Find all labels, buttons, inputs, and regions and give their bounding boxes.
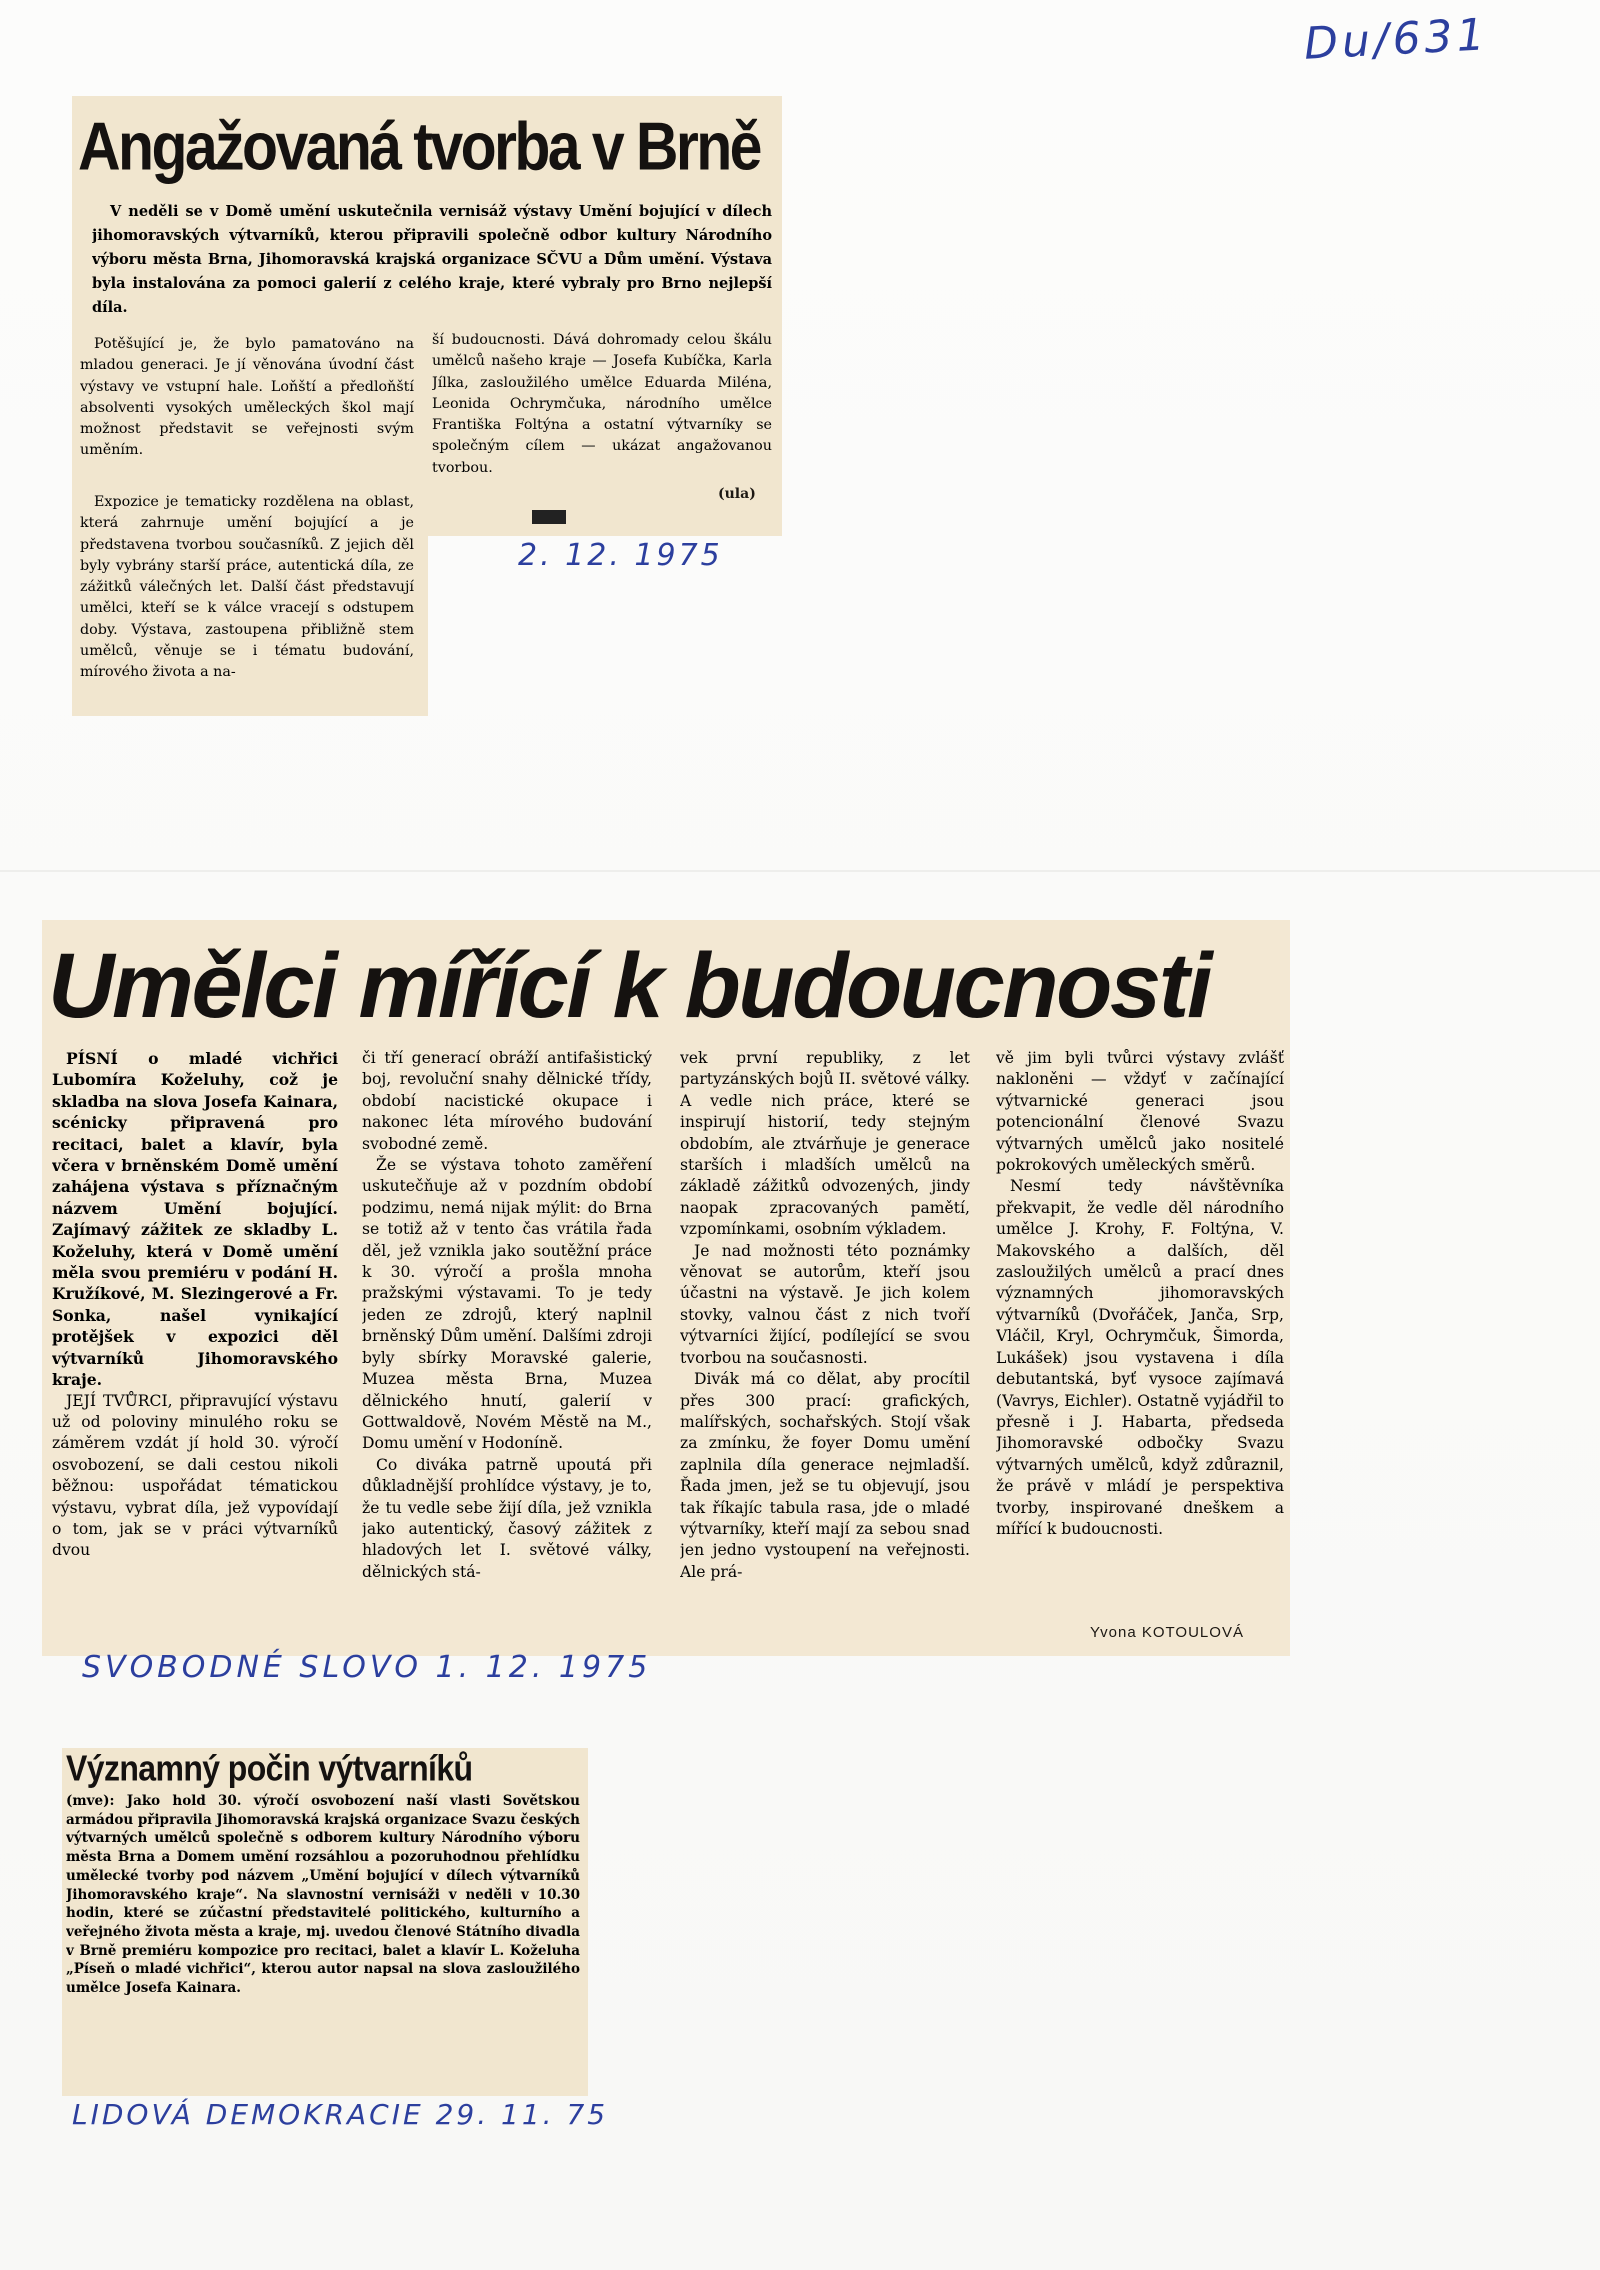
article2-handwritten-source: SVOBODNÉ SLOVO 1. 12. 1975 — [82, 1650, 652, 1685]
article2-col3-paragraph: vek první republiky, z let partyzánských bojů II. světové války. A vedle nich práce, které se inspirují historií, tedy stejným obdobím, ale ztvárňuje je generace starších i mladších umělců na základě zážitků odvozených, jindy naopak zpracovaných pamětí, vzpomínkami, osobním výkladem. — [680, 1049, 970, 1239]
archive-mark: Du/631 — [1302, 9, 1490, 70]
article3-body: (mve): Jako hold 30. výročí osvobození naší vlasti Sovětskou armádou připravila Jihomoravská krajská organizace Svazu českých výtvarných umělců společně s odborem kultury Národního výboru města Brna a Domem umění rozsáhlou a pozoruhodnou přehlídku umělecké tvorby pod názvem „Umění bojující v dílech výtvarníků Jihomoravského kraje“. Na slavnostní vernisáži v neděli v 10.30 hodin, které se zúčastní představitelé politického, kulturního a veřejného života města a kraje, mj. uvedou členové Státního divadla v Brně premiéru kompozice pro recitaci, balet a klavír L. Koželuha „Píseň o mladé vichřici“, kterou autor napsal na slova zasloužilého umělce Josefa Kainara. — [66, 1793, 580, 1997]
article2-column-1 — [52, 1048, 338, 1646]
article2-column-3 — [680, 1048, 970, 1646]
article2-author: Yvona KOTOULOVÁ — [1090, 1624, 1244, 1641]
article1-column-1: Potěšující je, že bylo pamatováno na mladou generaci. Je jí věnována úvodní část výstavy ve vstupní hale. Loňští a předloňští absolventi vysokých uměleckých škol mají možnost představit se veřejnosti svým uměním. — [80, 336, 414, 459]
page-crease — [0, 870, 1600, 872]
article2-col4-paragraph-2: Nesmí tedy návštěvníka překvapit, že vedle děl národního umělce J. Krohy, F. Foltýna, V. Makovského a dalších, děl zasloužilých umělců a prací dnes významných jihomoravských výtvarníků (Dvořáček, Janča, Srp, Vláčil, Kryl, Ochrymčuk, Šimorda, Lukášek) jsou vystavena i díla debutantská, byť vysoce zajímavá (Vavrys, Eichler). Ostatně vyjádřil to přesně i J. Habarta, předseda Jihomoravské odbočky Svazu výtvarných umělců, když zdůraznil, že právě v mládí je perspektiva tvorby, inspirované dneškem a mířící k budoucnosti. — [996, 1177, 1284, 1538]
article2-col2-paragraph: či tří generací obráží antifašistický boj, revoluční snahy dělnické třídy, období nacistické okupace i nakonec léta mírového budování svobodné země. — [362, 1049, 652, 1153]
headline-angazovana-tvorba: Angažovaná tvorba v Brně — [78, 109, 760, 185]
article2-col4-paragraph: vě jim byli tvůrci výstavy zvlášť nakloněni — vždyť v začínající výtvarnické generaci jsou potencionální členové Svazu výtvarných umělců jako nositelé pokrokových uměleckých směrů. — [996, 1049, 1284, 1175]
article2-col3-paragraph-3: Divák má co dělat, aby procítil přes 300 prací: grafických, malířských, sochařských. Stojí však za zmínku, že foyer Domu umění zaplnila díla generace nejmladší. Řada jmen, jež se tu objevují, jsou tak říkajíc tabula rasa, jde o mladé výtvarníky, kteří mají za sebou snad jen jedno vystoupení na veřejnosti. Ale prá- — [680, 1370, 970, 1581]
headline-vyznamny-pocin: Významný počin výtvarníků — [66, 1748, 473, 1789]
article2-col3-paragraph-2: Je nad možnosti této poznámky věnovat se autorům, kteří jsou účastni na výstavě. Je jich kolem stovky, valnou část z nich tvoří výtvarníci žijící, podílející se svou tvorbou na současnosti. — [680, 1241, 970, 1367]
article1-column-3: Expozice je tematicky rozdělena na oblast, která zahrnuje umění bojující a je představena tvorbou současníků. Z jejich děl byly vybrány starší práce, autentická díla, ze zážitků válečných let. Další část představují umělci, kteří se k válce vracejí s odstupem doby. Výstava, zastoupena přibližně stem umělců, věnuje se i tématu budování, mírového života a na- — [80, 494, 414, 681]
article2-col2-paragraph-3: Co diváka patrně upoutá při důkladnější prohlídce výstavy, je to, že tu vedle sebe žijí díla, jež vznikla jako autentický, časový zážitek z hladových let I. světové války, dělnických stá- — [362, 1455, 652, 1581]
article2-column-2 — [362, 1048, 652, 1646]
article1-lead: V neděli se v Domě umění uskutečnila vernisáž výstavy Umění bojující v dílech jihomoravských výtvarníků, kterou připravili společně odbor kultury Národního výboru města Brna, Jihomoravská krajská organizace SČVU a Dům umění. Výstava byla instalována za pomoci galerií z celého kraje, které vybraly pro Brno nejlepší díla. — [92, 203, 772, 316]
article2-col1-paragraph: PÍSNÍ o mladé vichřici Lubomíra Koželuhy, což je skladba na slova Josefa Kainara, scénicky připravená pro recitaci, balet a klavír, byla včera v brněnském Domě umění zahájena výstava s příznačným názvem Umění bojující. Zajímavý zážitek ze skladby L. Koželuhy, která v Domě umění měla svou premiéru v podání H. Kružíkové, M. Slezingerové a Fr. Sonka, našel vynikající protějšek v expozici děl výtvarníků Jihomoravského kraje. — [52, 1049, 338, 1390]
article3-handwritten-source: LIDOVÁ DEMOKRACIE 29. 11. 75 — [72, 2098, 609, 2131]
article2-col2-paragraph-2: Že se výstava tohoto zaměření uskutečňuje až v pozdním období podzimu, nemá nijak mýlit: do Brna se totiž až v tento čas vrátila řada děl, jež vznikla jako soutěžní práce k 30. výročí a prošla mnoha pražskými výstavami. To je tedy jeden ze zdrojů, který naplnil brněnský Dům umění. Dalšími zdroji byly sbírky Moravské galerie, Muzea města Brna, Muzea dělnického hnutí, galerií v Gottwaldově, Novém Městě na M., Domu umění v Hodoníně. — [362, 1156, 652, 1453]
article1-column-2: ší budoucnosti. Dává dohromady celou škálu umělců našeho kraje — Josefa Kubíčka, Karla Jílka, zasloužilého umělce Eduarda Miléna, Leonida Ochrymčuka, národního umělce Františka Foltýna a ostatní výtvarníky se společným cílem — ukázat angažovanou tvorbou. — [432, 332, 772, 476]
article1-signature: (ula) — [718, 486, 756, 502]
headline-umelci-mirici: Umělci mířící k budoucnosti — [48, 935, 1211, 1037]
article1-end-mark — [532, 510, 566, 524]
article2-column-4 — [996, 1048, 1284, 1618]
article2-col1-paragraph-2: JEJÍ TVŮRCI, připravující výstavu už od poloviny minulého roku se záměrem vzdát jí hold 30. výročí osvobození, se dali cestou nikoli běžnou: uspořádat tématickou výstavu, vybrat díla, jež vypovídají o tom, jak se v práci výtvarníků dvou — [52, 1391, 338, 1560]
article1-handwritten-date: 2. 12. 1975 — [518, 538, 723, 573]
